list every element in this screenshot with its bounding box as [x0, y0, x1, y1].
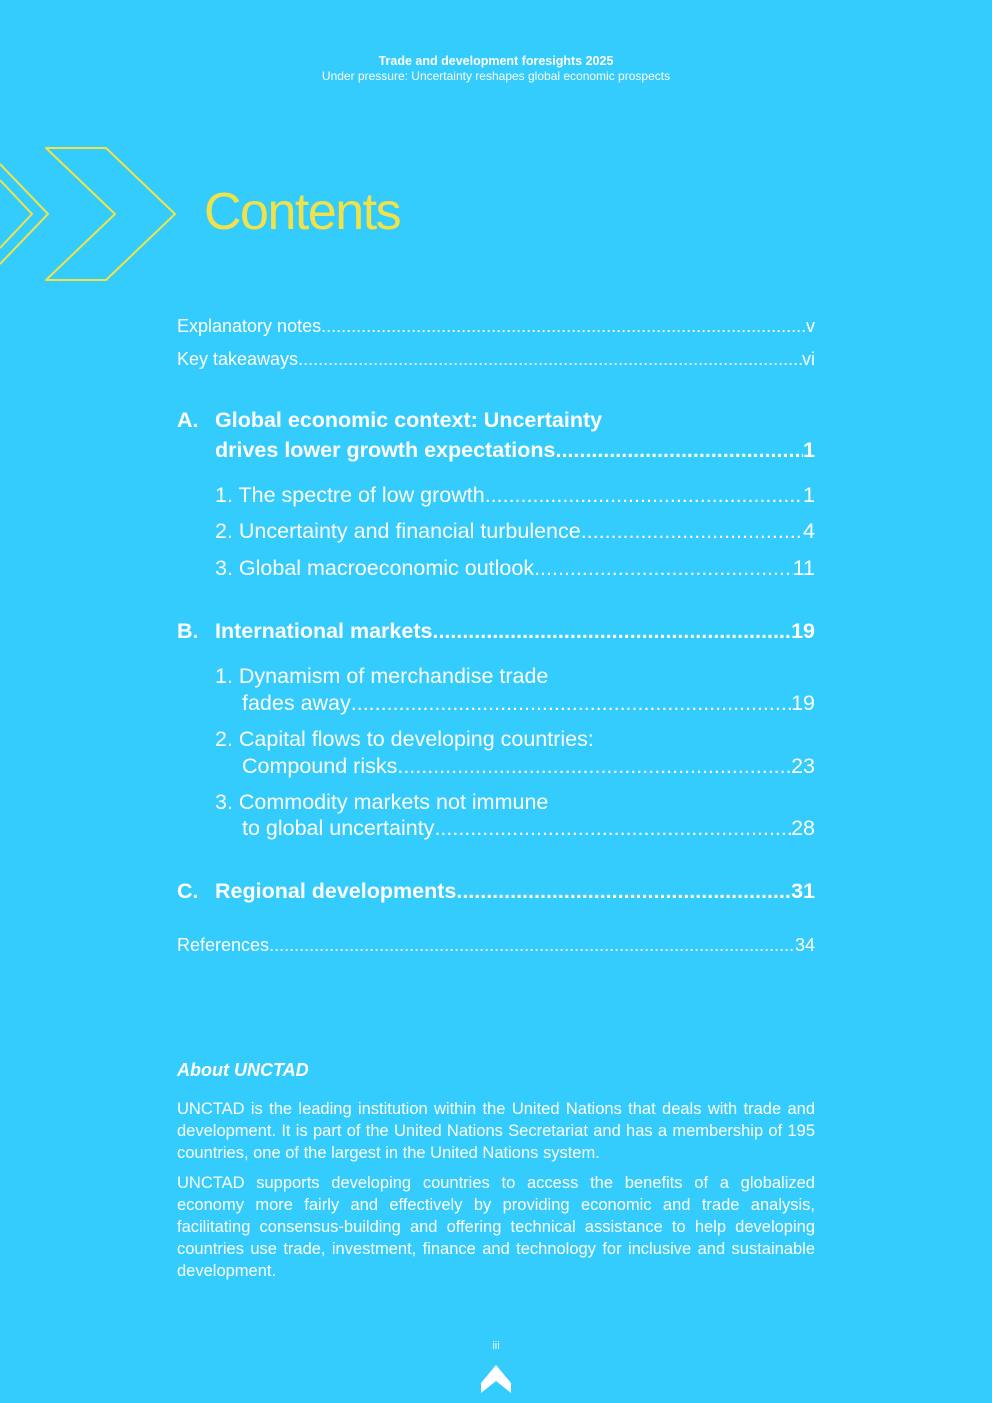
toc-leader: [351, 691, 791, 716]
toc-leader: [269, 935, 795, 956]
section-b-letter: B.: [177, 619, 199, 643]
toc-entry-section-a[interactable]: [215, 438, 815, 463]
toc-entry-section-c[interactable]: [215, 879, 815, 904]
section-a-letter: A.: [177, 408, 199, 432]
toc-entry-references[interactable]: [177, 935, 815, 956]
toc-entry-b3-line1[interactable]: 3. Commodity markets not immune: [215, 790, 549, 814]
running-header: [0, 54, 992, 84]
toc-label: Key takeaways: [177, 349, 299, 369]
toc-page: 19: [791, 619, 815, 643]
toc-label: 1. The spectre of low growth: [215, 483, 485, 507]
toc-entry-explanatory-notes[interactable]: [177, 316, 815, 337]
toc-leader: [556, 438, 804, 463]
report-subtitle: Under pressure: Uncertainty reshapes global economic prospects: [321, 69, 671, 83]
toc-entry-a3[interactable]: [215, 556, 815, 581]
about-paragraph-1: UNCTAD is the leading institution within the United Nations that deals with trade and development. It is part of the United Nations Secretariat and has a membership of 195 countries, one of the largest in the United Nations system.: [177, 1100, 815, 1162]
report-title: Trade and development foresights 2025: [378, 54, 614, 68]
toc-page: 31: [791, 879, 815, 903]
toc-page: vi: [802, 349, 815, 369]
toc-leader: [434, 816, 791, 841]
toc-label: Explanatory notes: [177, 316, 322, 336]
toc-entry-b3[interactable]: [242, 816, 815, 841]
toc-label: Regional developments: [215, 879, 457, 903]
toc-page: v: [806, 316, 815, 336]
toc-leader: [485, 483, 803, 508]
toc-entry-b2[interactable]: [242, 754, 815, 779]
toc-leader: [397, 754, 791, 779]
about-paragraph-2: UNCTAD supports developing countries to access the benefits of a globalized economy more fairly and effectively by providing economic and trade analysis, facilitating consensus-building and offering technical assistance to help developing countries use trade, investment, finance and technology for inclusive and sustainable development.: [177, 1174, 815, 1280]
toc-leader: [321, 316, 806, 337]
chevron-decoration-icon: [0, 140, 190, 290]
toc-label: 2. Uncertainty and financial turbulence: [215, 519, 581, 543]
toc-label: Compound risks: [242, 754, 398, 778]
toc-label: drives lower growth expectations: [215, 438, 556, 462]
toc-leader: [432, 619, 791, 644]
page-title: Contents: [204, 183, 401, 241]
about-heading: About UNCTAD: [177, 1060, 309, 1080]
toc-page: 4: [803, 519, 815, 543]
section-c-letter: C.: [177, 879, 199, 903]
toc-entry-a2[interactable]: [215, 519, 815, 544]
toc-label: to global uncertainty: [242, 816, 435, 840]
toc-label: 3. Global macroeconomic outlook: [215, 556, 535, 580]
toc-page: 34: [794, 935, 815, 955]
toc-entry-b2-line1[interactable]: 2. Capital flows to developing countries:: [215, 727, 594, 751]
toc-page: 23: [791, 754, 815, 778]
page-number: iii: [492, 1340, 500, 1352]
toc-page: 1: [803, 438, 815, 462]
toc-label: fades away: [242, 691, 351, 715]
toc-label: References: [177, 935, 270, 955]
toc-entry-b1-line1[interactable]: 1. Dynamism of merchandise trade: [215, 664, 549, 688]
toc-leader: [534, 556, 793, 581]
toc-leader: [581, 519, 803, 544]
toc-label: International markets: [215, 619, 433, 643]
toc-page: 19: [791, 691, 815, 715]
toc-entry-a1[interactable]: [215, 483, 815, 508]
toc-entry-key-takeaways[interactable]: [177, 349, 815, 370]
toc-page: 1: [803, 483, 815, 507]
toc-leader: [456, 879, 791, 904]
toc-page: 28: [791, 816, 815, 840]
section-a-title-line1[interactable]: Global economic context: Uncertainty: [215, 408, 603, 432]
toc-page: 11: [792, 556, 815, 580]
toc-leader: [298, 349, 802, 370]
toc-entry-b1[interactable]: [242, 691, 815, 716]
home-chevron-icon[interactable]: [480, 1363, 512, 1395]
toc-entry-section-b[interactable]: [215, 619, 815, 644]
